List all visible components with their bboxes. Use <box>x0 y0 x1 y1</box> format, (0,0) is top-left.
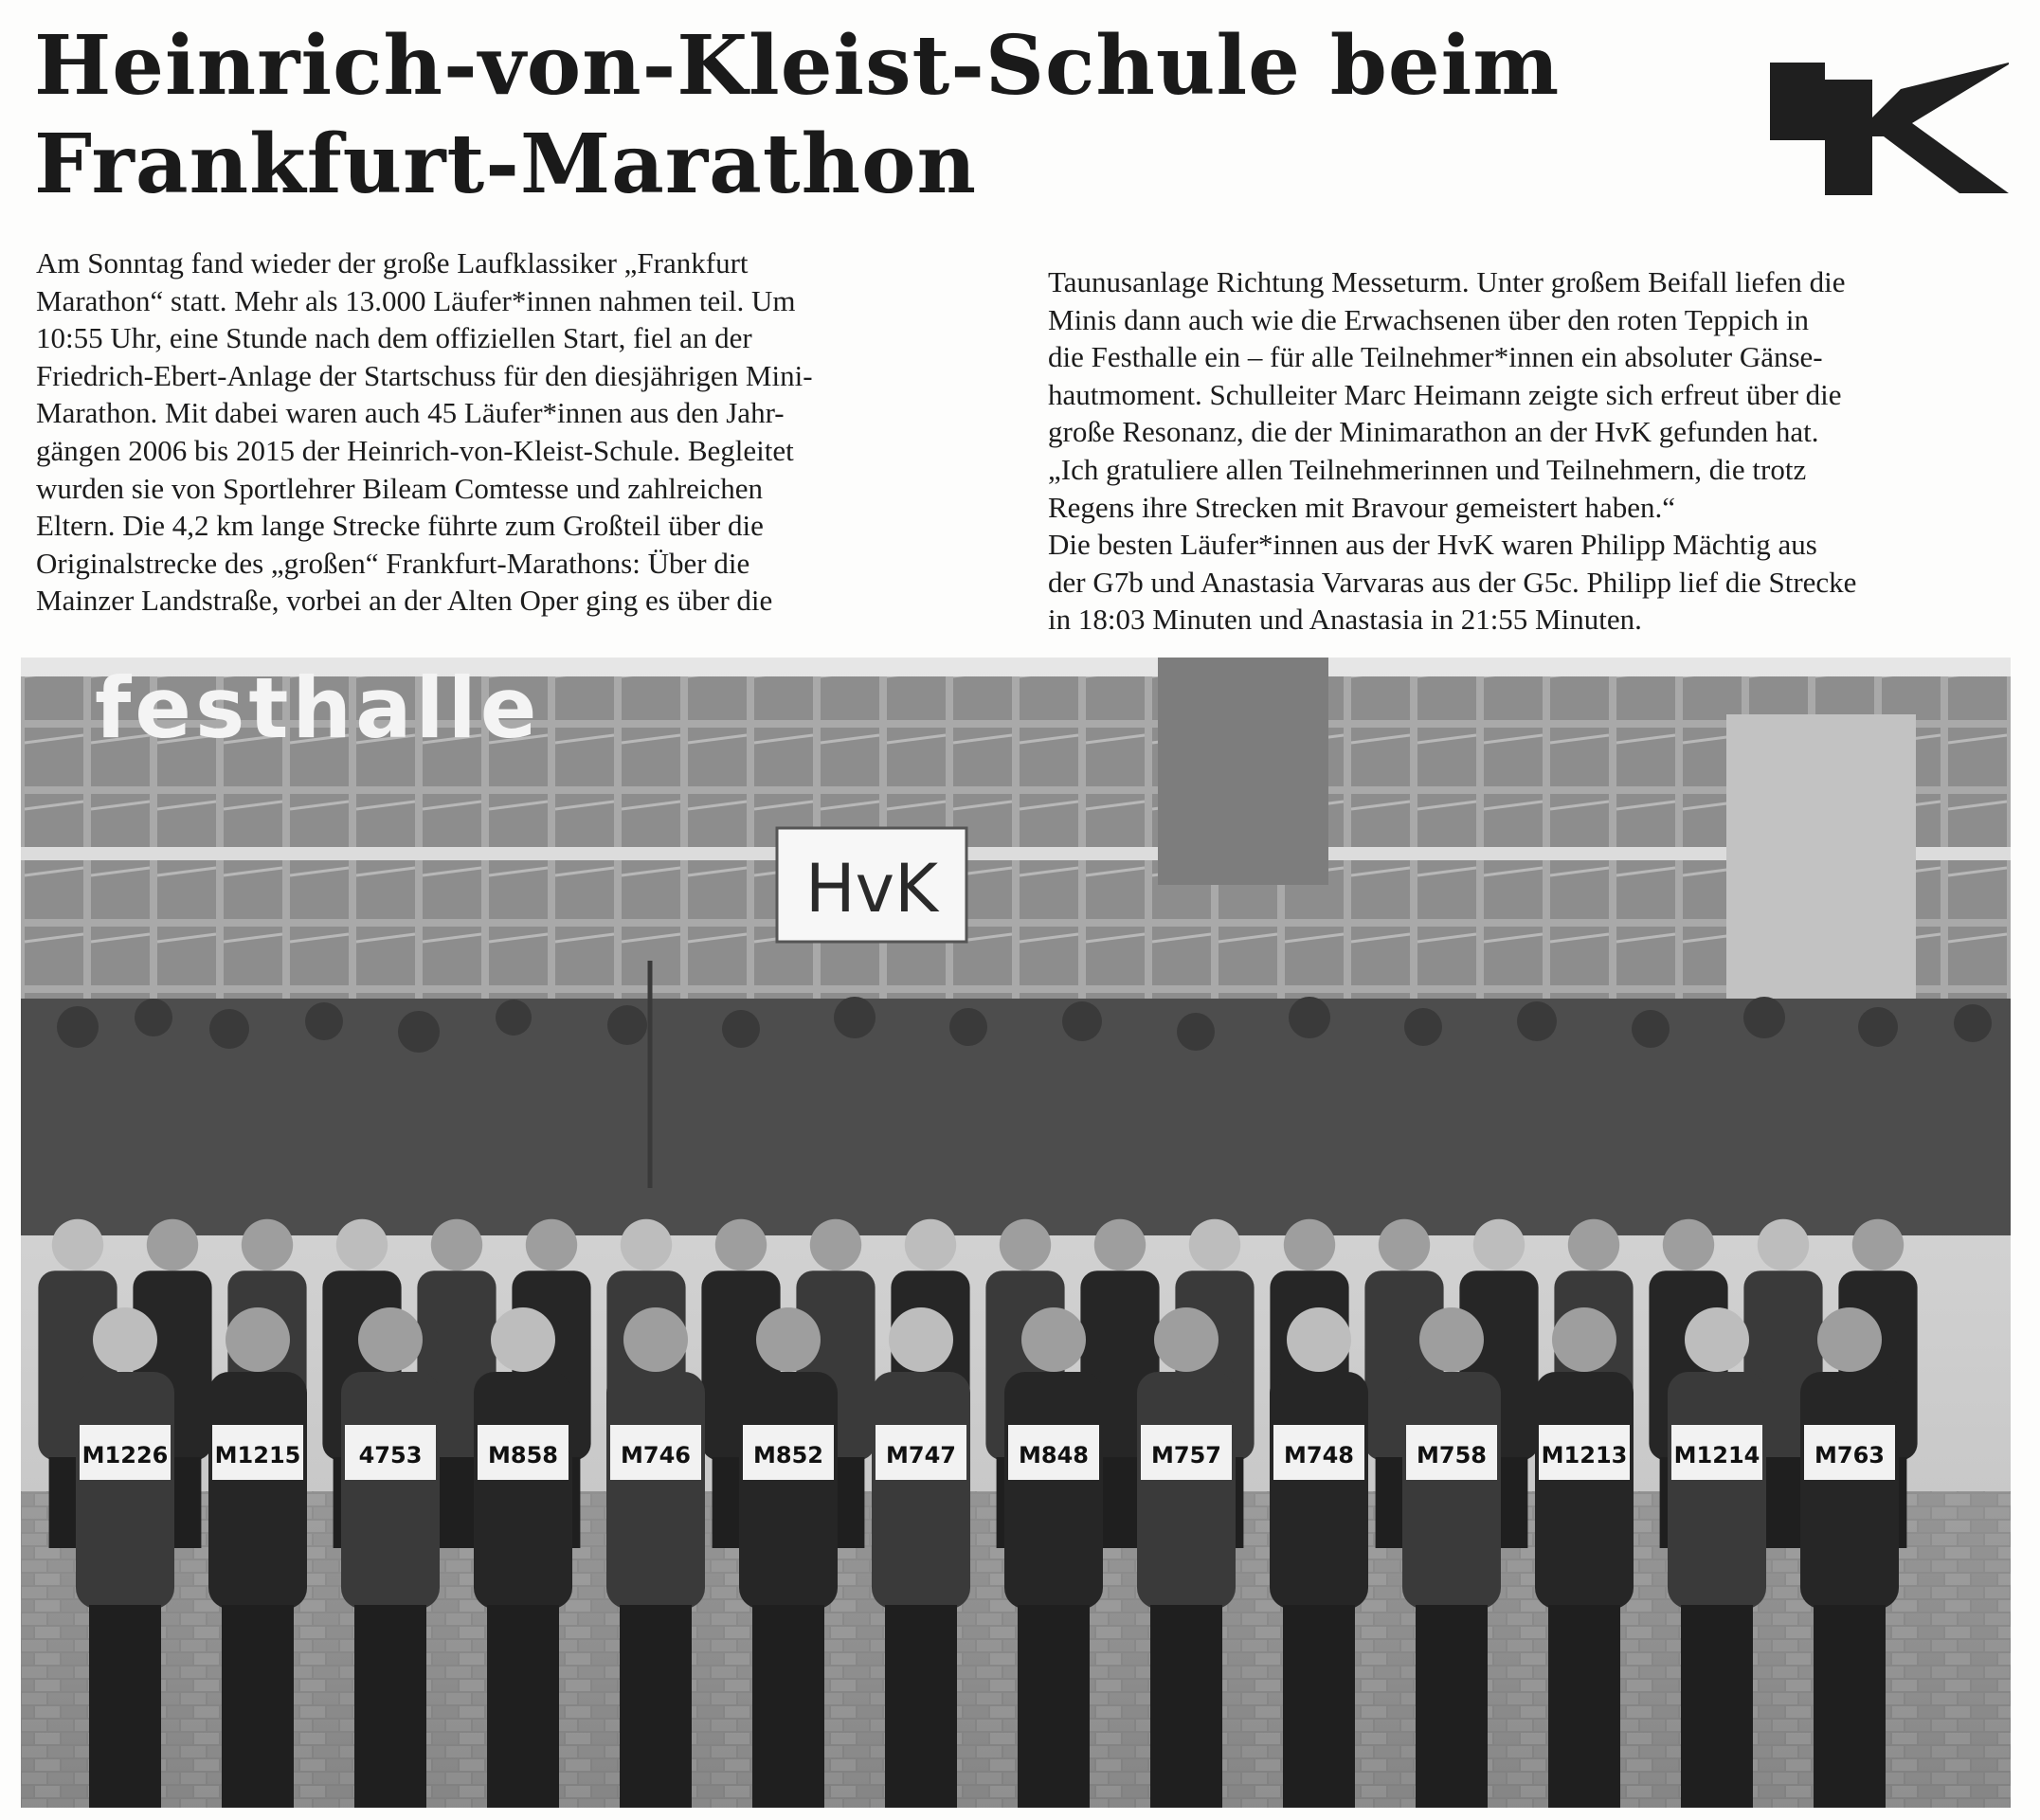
text-line: wurden sie von Sportlehrer Bileam Comtesse und zahlreichen <box>36 471 764 505</box>
group-photo <box>21 658 2011 1808</box>
text-line: große Resonanz, die der Minimarathon an der HvK gefunden hat. <box>1048 415 1819 449</box>
text-line: die Festhalle ein – für alle Teilnehmer*innen ein absoluter Gänse- <box>1048 340 1823 374</box>
text-line: Regens ihre Strecken mit Bravour gemeistert haben.“ <box>1048 490 1675 524</box>
race-bib-number: M758 <box>1417 1442 1487 1469</box>
runner <box>474 1307 572 1808</box>
race-bib-number: M763 <box>1814 1442 1885 1469</box>
runner <box>208 1307 307 1808</box>
runner <box>1535 1307 1634 1808</box>
text-line: Marathon. Mit dabei waren auch 45 Läufer*innen aus den Jahr- <box>36 396 785 430</box>
text-line: Marathon“ statt. Mehr als 13.000 Läufer*innen nahmen teil. Um <box>36 283 796 317</box>
hvk-sign-text: HvK <box>805 850 938 928</box>
race-bib-number: 4753 <box>358 1442 423 1469</box>
text-line: gängen 2006 bis 2015 der Heinrich-von-Kleist-Schule. Begleitet <box>36 433 794 467</box>
text-line: „Ich gratuliere allen Teilnehmerinnen und Teilnehmern, die trotz <box>1048 452 1807 486</box>
text-line: Friedrich-Ebert-Anlage der Startschuss für den diesjährigen Mini- <box>36 358 813 392</box>
race-bib-number: M1215 <box>214 1442 301 1469</box>
race-bib-number: M1213 <box>1541 1442 1628 1469</box>
runner <box>606 1307 705 1808</box>
article-column-right <box>1048 263 2022 639</box>
headline-line-2: Frankfurt-Marathon <box>34 117 978 212</box>
headline-line-1: Heinrich-von-Kleist-Schule beim <box>34 18 1561 114</box>
race-bib-number: M748 <box>1284 1442 1354 1469</box>
race-bib-number: M858 <box>488 1442 558 1469</box>
text-line: hautmoment. Schulleiter Marc Heimann zeigte sich erfreut über die <box>1048 377 1842 411</box>
text-line: der G7b und Anastasia Varvaras aus der G5c. Philipp lief die Strecke <box>1048 565 1857 599</box>
text-line: in 18:03 Minuten und Anastasia in 21:55 Minuten. <box>1048 603 1642 637</box>
runner <box>341 1307 440 1808</box>
text-line: 10:55 Uhr, eine Stunde nach dem offiziellen Start, fiel an der <box>36 321 752 355</box>
runner <box>872 1307 970 1808</box>
runner <box>1800 1307 1899 1808</box>
runner <box>76 1307 174 1808</box>
race-bib-number: M746 <box>621 1442 691 1469</box>
text-line: Die besten Läufer*innen aus der HvK waren Philipp Mächtig aus <box>1048 528 1817 562</box>
festhalle-sign: festhalle <box>95 659 541 757</box>
article-column-left <box>36 244 1010 620</box>
race-bib-number: M757 <box>1151 1442 1221 1469</box>
race-bib-number: M1226 <box>81 1442 169 1469</box>
runner <box>1137 1307 1236 1808</box>
hvk-logo-icon <box>1770 63 2009 195</box>
race-bib-number: M852 <box>753 1442 823 1469</box>
headline <box>34 17 1721 214</box>
runner <box>1668 1307 1766 1808</box>
runner <box>1402 1307 1501 1808</box>
runner <box>1004 1307 1103 1808</box>
text-line: Taunusanlage Richtung Messeturm. Unter großem Beifall liefen die <box>1048 265 1846 298</box>
race-bib-number: M1214 <box>1673 1442 1760 1469</box>
race-bib-number: M747 <box>886 1442 956 1469</box>
runner <box>739 1307 838 1808</box>
text-line: Am Sonntag fand wieder der große Laufklassiker „Frankfurt <box>36 246 749 279</box>
text-line: Minis dann auch wie die Erwachsenen über den roten Teppich in <box>1048 302 1810 336</box>
race-bib-number: M848 <box>1019 1442 1089 1469</box>
text-line: Originalstrecke des „großen“ Frankfurt-Marathons: Über die <box>36 546 750 580</box>
text-line: Mainzer Landstraße, vorbei an der Alten Oper ging es über die <box>36 584 773 618</box>
text-line: Eltern. Die 4,2 km lange Strecke führte zum Großteil über die <box>36 509 764 543</box>
runner <box>1270 1307 1368 1808</box>
